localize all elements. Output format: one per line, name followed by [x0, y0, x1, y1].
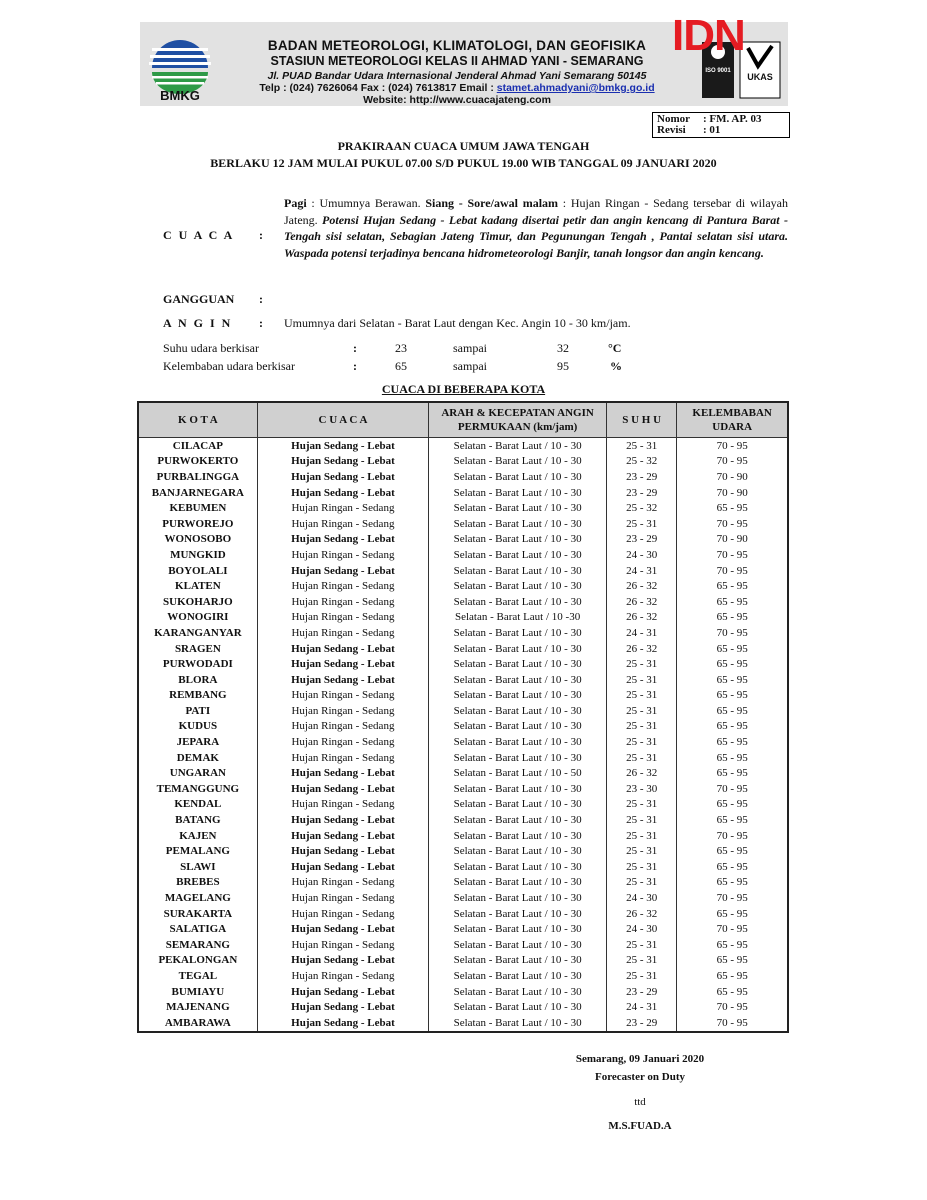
city-name: TEGAL — [138, 968, 257, 984]
humidity-cell: 65 - 95 — [677, 812, 788, 828]
humidity-cell: 65 - 95 — [677, 750, 788, 766]
temperature-cell: 26 - 32 — [606, 641, 676, 657]
header-suhu: S U H U — [606, 402, 676, 438]
temperature-cell: 26 - 32 — [606, 578, 676, 594]
city-name: PURWOREJO — [138, 516, 257, 532]
temperature-cell: 26 - 32 — [606, 610, 676, 626]
temperature-cell: 23 - 30 — [606, 781, 676, 797]
table-row — [138, 797, 788, 813]
table-row — [138, 843, 788, 859]
kelembaban-unit: % — [610, 359, 622, 373]
phone-fax: Telp : (024) 7626064 Fax : (024) 7613817 Email : — [259, 82, 497, 94]
city-name: WONOGIRI — [138, 610, 257, 626]
humidity-cell: 65 - 95 — [677, 719, 788, 735]
gangguan-label: GANGGUAN — [163, 292, 235, 306]
wind-cell: Selatan - Barat Laut / 10 - 30 — [429, 859, 607, 875]
weather-cell: Hujan Sedang - Lebat — [257, 641, 428, 657]
city-name: BOYOLALI — [138, 563, 257, 579]
city-name: PURWODADI — [138, 656, 257, 672]
humidity-cell: 65 - 95 — [677, 500, 788, 516]
table-row — [138, 594, 788, 610]
weather-cell: Hujan Sedang - Lebat — [257, 765, 428, 781]
potensi-warning: Potensi Hujan Sedang - Lebat kadang disertai petir dan angin kencang di Pantura Barat - Tengah sisi selatan, Sebagian Jateng Timur, dan Pegunungan Tengah , Pantai selatan sisi utara. Waspada potensi terjadinya bencana hidrometeorologi Banjir, tanah longsor dan angin kencang. — [284, 212, 788, 260]
humidity-cell: 70 - 95 — [677, 547, 788, 563]
humidity-cell: 70 - 95 — [677, 781, 788, 797]
table-row — [138, 859, 788, 875]
header-kelembaban: KELEMBABAN UDARA — [677, 402, 788, 438]
weather-cell: Hujan Ringan - Sedang — [257, 890, 428, 906]
table-row — [138, 578, 788, 594]
weather-cell: Hujan Ringan - Sedang — [257, 625, 428, 641]
forecast-validity: BERLAKU 12 JAM MULAI PUKUL 07.00 S/D PUKUL 19.00 WIB TANGGAL 09 JANUARI 2020 — [210, 156, 717, 170]
table-row — [138, 516, 788, 532]
humidity-cell: 65 - 95 — [677, 703, 788, 719]
kelembaban-sampai: sampai — [453, 359, 487, 373]
city-name: BLORA — [138, 672, 257, 688]
humidity-cell: 70 - 95 — [677, 828, 788, 844]
angin-text: Umumnya dari Selatan - Barat Laut dengan Kec. Angin 10 - 30 km/jam. — [284, 316, 631, 330]
humidity-cell: 65 - 95 — [677, 594, 788, 610]
website-line: Website: http://www.cuacajateng.com — [363, 94, 551, 106]
weather-cell: Hujan Sedang - Lebat — [257, 485, 428, 501]
table-row — [138, 828, 788, 844]
weather-cell: Hujan Sedang - Lebat — [257, 672, 428, 688]
city-name: SUKOHARJO — [138, 594, 257, 610]
cuaca-label: C U A C A — [163, 228, 235, 242]
temperature-cell: 25 - 31 — [606, 859, 676, 875]
wind-cell: Selatan - Barat Laut / 10 - 30 — [429, 547, 607, 563]
contact-line — [222, 82, 692, 94]
table-row — [138, 812, 788, 828]
kelembaban-colon: : — [353, 359, 357, 373]
nomor-value: : FM. AP. 03 — [703, 113, 762, 125]
weather-cell: Hujan Ringan - Sedang — [257, 703, 428, 719]
city-name: MUNGKID — [138, 547, 257, 563]
city-name: PATI — [138, 703, 257, 719]
temperature-cell: 25 - 31 — [606, 703, 676, 719]
wind-cell: Selatan - Barat Laut / 10 - 30 — [429, 485, 607, 501]
humidity-cell: 65 - 95 — [677, 968, 788, 984]
weather-cell: Hujan Sedang - Lebat — [257, 1015, 428, 1032]
wind-cell: Selatan - Barat Laut / 10 -30 — [429, 610, 607, 626]
nomor-label: Nomor — [657, 113, 690, 125]
wind-cell: Selatan - Barat Laut / 10 - 30 — [429, 688, 607, 704]
humidity-cell: 70 - 95 — [677, 625, 788, 641]
city-name: BREBES — [138, 875, 257, 891]
table-row — [138, 485, 788, 501]
wind-cell: Selatan - Barat Laut / 10 - 30 — [429, 656, 607, 672]
temperature-cell: 25 - 31 — [606, 672, 676, 688]
humidity-cell: 70 - 95 — [677, 921, 788, 937]
table-row — [138, 547, 788, 563]
station-name: STASIUN METEOROLOGI KELAS II AHMAD YANI - SEMARANG — [270, 54, 644, 68]
table-row — [138, 625, 788, 641]
humidity-cell: 65 - 95 — [677, 734, 788, 750]
weather-cell: Hujan Sedang - Lebat — [257, 953, 428, 969]
humidity-cell: 65 - 95 — [677, 797, 788, 813]
humidity-cell: 65 - 95 — [677, 578, 788, 594]
humidity-cell: 65 - 95 — [677, 984, 788, 1000]
humidity-cell: 70 - 95 — [677, 563, 788, 579]
humidity-cell: 65 - 95 — [677, 875, 788, 891]
temperature-cell: 24 - 31 — [606, 563, 676, 579]
kelembaban-max: 95 — [557, 359, 569, 373]
suhu-unit: °C — [608, 341, 622, 355]
bmkg-logo — [146, 28, 214, 102]
weather-cell: Hujan Sedang - Lebat — [257, 999, 428, 1015]
humidity-cell: 70 - 95 — [677, 454, 788, 470]
city-name: BATANG — [138, 812, 257, 828]
table-row — [138, 921, 788, 937]
temperature-cell: 25 - 31 — [606, 797, 676, 813]
wind-cell: Selatan - Barat Laut / 10 - 30 — [429, 937, 607, 953]
signature-ttd: ttd — [634, 1096, 646, 1108]
table-row — [138, 984, 788, 1000]
city-name: UNGARAN — [138, 765, 257, 781]
wind-cell: Selatan - Barat Laut / 10 - 30 — [429, 1015, 607, 1032]
table-row — [138, 999, 788, 1015]
table-row — [138, 469, 788, 485]
angin-colon: : — [259, 316, 263, 330]
temperature-cell: 25 - 31 — [606, 812, 676, 828]
wind-cell: Selatan - Barat Laut / 10 - 30 — [429, 921, 607, 937]
humidity-cell: 65 - 95 — [677, 688, 788, 704]
weather-cell: Hujan Sedang - Lebat — [257, 469, 428, 485]
temperature-cell: 23 - 29 — [606, 1015, 676, 1032]
wind-cell: Selatan - Barat Laut / 10 - 30 — [429, 563, 607, 579]
wind-cell: Selatan - Barat Laut / 10 - 30 — [429, 750, 607, 766]
humidity-cell: 65 - 95 — [677, 906, 788, 922]
revisi-value: : 01 — [703, 124, 721, 136]
city-name: TEMANGGUNG — [138, 781, 257, 797]
wind-cell: Selatan - Barat Laut / 10 - 30 — [429, 641, 607, 657]
wind-cell: Selatan - Barat Laut / 10 - 30 — [429, 953, 607, 969]
city-name: SURAKARTA — [138, 906, 257, 922]
humidity-cell: 70 - 95 — [677, 438, 788, 454]
table-row — [138, 875, 788, 891]
table-row — [138, 688, 788, 704]
table-row — [138, 765, 788, 781]
wind-cell: Selatan - Barat Laut / 10 - 30 — [429, 890, 607, 906]
wind-cell: Selatan - Barat Laut / 10 - 30 — [429, 516, 607, 532]
agency-name: BADAN METEOROLOGI, KLIMATOLOGI, DAN GEOFISIKA — [267, 38, 647, 53]
weather-cell: Hujan Sedang - Lebat — [257, 859, 428, 875]
table-body — [138, 438, 788, 1032]
city-name: BANJARNEGARA — [138, 485, 257, 501]
city-name: SALATIGA — [138, 921, 257, 937]
forecaster-role: Forecaster on Duty — [594, 1071, 686, 1083]
temperature-cell: 25 - 31 — [606, 750, 676, 766]
weather-cell: Hujan Ringan - Sedang — [257, 734, 428, 750]
place-date: Semarang, 09 Januari 2020 — [575, 1053, 705, 1065]
weather-cell: Hujan Ringan - Sedang — [257, 688, 428, 704]
temperature-cell: 24 - 31 — [606, 625, 676, 641]
suhu-min: 23 — [395, 341, 407, 355]
temperature-cell: 24 - 30 — [606, 921, 676, 937]
wind-cell: Selatan - Barat Laut / 10 - 30 — [429, 532, 607, 548]
wind-cell: Selatan - Barat Laut / 10 - 30 — [429, 875, 607, 891]
wind-cell: Selatan - Barat Laut / 10 - 30 — [429, 968, 607, 984]
table-row — [138, 719, 788, 735]
city-name: SEMARANG — [138, 937, 257, 953]
city-name: PEMALANG — [138, 843, 257, 859]
wind-cell: Selatan - Barat Laut / 10 - 30 — [429, 625, 607, 641]
humidity-cell: 70 - 95 — [677, 890, 788, 906]
wind-cell: Selatan - Barat Laut / 10 - 30 — [429, 594, 607, 610]
table-row — [138, 703, 788, 719]
city-name: KEBUMEN — [138, 500, 257, 516]
city-forecast-table — [137, 401, 789, 1033]
humidity-cell: 65 - 95 — [677, 672, 788, 688]
weather-cell: Hujan Sedang - Lebat — [257, 921, 428, 937]
table-row — [138, 968, 788, 984]
wind-cell: Selatan - Barat Laut / 10 - 30 — [429, 797, 607, 813]
temperature-cell: 23 - 29 — [606, 485, 676, 501]
table-row — [138, 906, 788, 922]
temperature-cell: 26 - 32 — [606, 906, 676, 922]
logo-text: BMKG — [160, 88, 200, 103]
city-name: KARANGANYAR — [138, 625, 257, 641]
wind-cell: Selatan - Barat Laut / 10 - 30 — [429, 438, 607, 454]
city-name: DEMAK — [138, 750, 257, 766]
city-name: MAJENANG — [138, 999, 257, 1015]
temperature-cell: 23 - 29 — [606, 469, 676, 485]
table-row — [138, 500, 788, 516]
city-name: WONOSOBO — [138, 532, 257, 548]
humidity-cell: 70 - 95 — [677, 999, 788, 1015]
wind-cell: Selatan - Barat Laut / 10 - 30 — [429, 906, 607, 922]
table-row — [138, 672, 788, 688]
suhu-max: 32 — [557, 341, 569, 355]
table-row — [138, 937, 788, 953]
humidity-cell: 65 - 95 — [677, 641, 788, 657]
siang-label: Siang - Sore/awal malam — [425, 196, 559, 210]
table-row — [138, 656, 788, 672]
station-address: Jl. PUAD Bandar Udara Internasional Jenderal Ahmad Yani Semarang 50145 — [267, 70, 647, 82]
wind-cell: Selatan - Barat Laut / 10 - 30 — [429, 500, 607, 516]
city-name: MAGELANG — [138, 890, 257, 906]
iso-label: ISO 9001 — [705, 68, 731, 74]
kelembaban-label: Kelembaban udara berkisar — [163, 359, 295, 373]
humidity-cell: 65 - 95 — [677, 765, 788, 781]
weather-cell: Hujan Sedang - Lebat — [257, 656, 428, 672]
weather-cell: Hujan Ringan - Sedang — [257, 906, 428, 922]
weather-cell: Hujan Ringan - Sedang — [257, 547, 428, 563]
temperature-cell: 25 - 31 — [606, 968, 676, 984]
table-row — [138, 532, 788, 548]
temperature-cell: 25 - 31 — [606, 688, 676, 704]
wind-cell: Selatan - Barat Laut / 10 - 30 — [429, 843, 607, 859]
city-name: KENDAL — [138, 797, 257, 813]
temperature-cell: 26 - 32 — [606, 765, 676, 781]
weather-cell: Hujan Ringan - Sedang — [257, 937, 428, 953]
humidity-cell: 65 - 95 — [677, 937, 788, 953]
table-row — [138, 750, 788, 766]
temperature-cell: 25 - 31 — [606, 719, 676, 735]
temperature-cell: 25 - 31 — [606, 875, 676, 891]
city-table-title: CUACA DI BEBERAPA KOTA — [381, 382, 546, 396]
wind-cell: Selatan - Barat Laut / 10 - 30 — [429, 734, 607, 750]
header-angin: ARAH & KECEPATAN ANGIN PERMUKAAN (km/jam) — [429, 402, 607, 438]
temperature-cell: 25 - 31 — [606, 953, 676, 969]
city-name: BUMIAYU — [138, 984, 257, 1000]
wind-cell: Selatan - Barat Laut / 10 - 50 — [429, 765, 607, 781]
temperature-cell: 25 - 32 — [606, 500, 676, 516]
wind-cell: Selatan - Barat Laut / 10 - 30 — [429, 578, 607, 594]
table-row — [138, 610, 788, 626]
temperature-cell: 26 - 32 — [606, 594, 676, 610]
city-name: JEPARA — [138, 734, 257, 750]
humidity-cell: 65 - 95 — [677, 953, 788, 969]
temperature-cell: 23 - 29 — [606, 532, 676, 548]
weather-cell: Hujan Sedang - Lebat — [257, 984, 428, 1000]
table-row — [138, 563, 788, 579]
temperature-cell: 25 - 31 — [606, 438, 676, 454]
suhu-colon: : — [353, 341, 357, 355]
weather-cell: Hujan Sedang - Lebat — [257, 812, 428, 828]
header-cuaca: C U A C A — [257, 402, 428, 438]
temperature-cell: 23 - 29 — [606, 984, 676, 1000]
table-row — [138, 890, 788, 906]
kelembaban-min: 65 — [395, 359, 407, 373]
wind-cell: Selatan - Barat Laut / 10 - 30 — [429, 469, 607, 485]
humidity-cell: 70 - 90 — [677, 469, 788, 485]
weather-cell: Hujan Ringan - Sedang — [257, 610, 428, 626]
temperature-cell: 24 - 30 — [606, 890, 676, 906]
weather-cell: Hujan Sedang - Lebat — [257, 781, 428, 797]
revisi-label: Revisi — [657, 124, 686, 136]
city-name: AMBARAWA — [138, 1015, 257, 1032]
weather-cell: Hujan Sedang - Lebat — [257, 563, 428, 579]
weather-cell: Hujan Sedang - Lebat — [257, 843, 428, 859]
weather-cell: Hujan Sedang - Lebat — [257, 438, 428, 454]
email-link[interactable]: stamet.ahmadyani@bmkg.go.id — [496, 82, 655, 94]
wind-cell: Selatan - Barat Laut / 10 - 30 — [429, 999, 607, 1015]
humidity-cell: 70 - 95 — [677, 516, 788, 532]
weather-cell: Hujan Ringan - Sedang — [257, 797, 428, 813]
header-kota: K O T A — [138, 402, 257, 438]
weather-cell: Hujan Ringan - Sedang — [257, 578, 428, 594]
weather-cell: Hujan Ringan - Sedang — [257, 875, 428, 891]
table-row — [138, 438, 788, 454]
cuaca-colon: : — [259, 228, 263, 242]
wind-cell: Selatan - Barat Laut / 10 - 30 — [429, 812, 607, 828]
gangguan-colon: : — [259, 292, 263, 306]
cuaca-description — [284, 195, 788, 261]
temperature-cell: 25 - 31 — [606, 734, 676, 750]
wind-cell: Selatan - Barat Laut / 10 - 30 — [429, 454, 607, 470]
weather-cell: Hujan Ringan - Sedang — [257, 750, 428, 766]
suhu-sampai: sampai — [453, 341, 487, 355]
weather-cell: Hujan Sedang - Lebat — [257, 532, 428, 548]
forecaster-name: M.S.FUAD.A — [608, 1120, 672, 1132]
humidity-cell: 65 - 95 — [677, 610, 788, 626]
humidity-cell: 65 - 95 — [677, 859, 788, 875]
wind-cell: Selatan - Barat Laut / 10 - 30 — [429, 984, 607, 1000]
weather-cell: Hujan Ringan - Sedang — [257, 594, 428, 610]
humidity-cell: 70 - 90 — [677, 485, 788, 501]
table-row — [138, 734, 788, 750]
table-row — [138, 454, 788, 470]
city-name: CILACAP — [138, 438, 257, 454]
temperature-cell: 25 - 31 — [606, 843, 676, 859]
pagi-label: Pagi — [284, 196, 307, 210]
city-name: REMBANG — [138, 688, 257, 704]
weather-cell: Hujan Sedang - Lebat — [257, 454, 428, 470]
city-name: PURWOKERTO — [138, 454, 257, 470]
forecast-title: PRAKIRAAN CUACA UMUM JAWA TENGAH — [337, 139, 590, 153]
wind-cell: Selatan - Barat Laut / 10 - 30 — [429, 719, 607, 735]
wind-cell: Selatan - Barat Laut / 10 - 30 — [429, 703, 607, 719]
pagi-text: : Umumnya Berawan. — [306, 196, 426, 210]
humidity-cell: 65 - 95 — [677, 656, 788, 672]
idn-watermark: IDN — [672, 11, 745, 60]
weather-cell: Hujan Ringan - Sedang — [257, 500, 428, 516]
temperature-cell: 25 - 31 — [606, 828, 676, 844]
ukas-label: UKAS — [747, 72, 773, 82]
weather-cell: Hujan Ringan - Sedang — [257, 968, 428, 984]
temperature-cell: 25 - 32 — [606, 454, 676, 470]
city-name: KLATEN — [138, 578, 257, 594]
city-name: PURBALINGGA — [138, 469, 257, 485]
suhu-label: Suhu udara berkisar — [163, 341, 259, 355]
temperature-cell: 25 - 31 — [606, 656, 676, 672]
form-number-box — [652, 112, 790, 138]
city-name: KAJEN — [138, 828, 257, 844]
wind-cell: Selatan - Barat Laut / 10 - 30 — [429, 672, 607, 688]
humidity-cell: 70 - 90 — [677, 532, 788, 548]
city-name: KUDUS — [138, 719, 257, 735]
wind-cell: Selatan - Barat Laut / 10 - 30 — [429, 781, 607, 797]
humidity-cell: 70 - 95 — [677, 1015, 788, 1032]
humidity-cell: 65 - 95 — [677, 843, 788, 859]
temperature-cell: 24 - 30 — [606, 547, 676, 563]
city-name: PEKALONGAN — [138, 953, 257, 969]
table-row — [138, 953, 788, 969]
weather-cell: Hujan Ringan - Sedang — [257, 719, 428, 735]
temperature-cell: 24 - 31 — [606, 999, 676, 1015]
temperature-cell: 25 - 31 — [606, 937, 676, 953]
wind-cell: Selatan - Barat Laut / 10 - 30 — [429, 828, 607, 844]
angin-label: A N G I N — [163, 316, 233, 330]
weather-cell: Hujan Ringan - Sedang — [257, 516, 428, 532]
city-name: SLAWI — [138, 859, 257, 875]
city-name: SRAGEN — [138, 641, 257, 657]
table-row — [138, 781, 788, 797]
table-header-row — [138, 402, 788, 438]
weather-cell: Hujan Sedang - Lebat — [257, 828, 428, 844]
temperature-cell: 25 - 31 — [606, 516, 676, 532]
table-row — [138, 641, 788, 657]
siang-text: : Hujan Ringan - Sedang tersebar di wilayah Jateng. — [284, 196, 789, 227]
table-row — [138, 1015, 788, 1032]
